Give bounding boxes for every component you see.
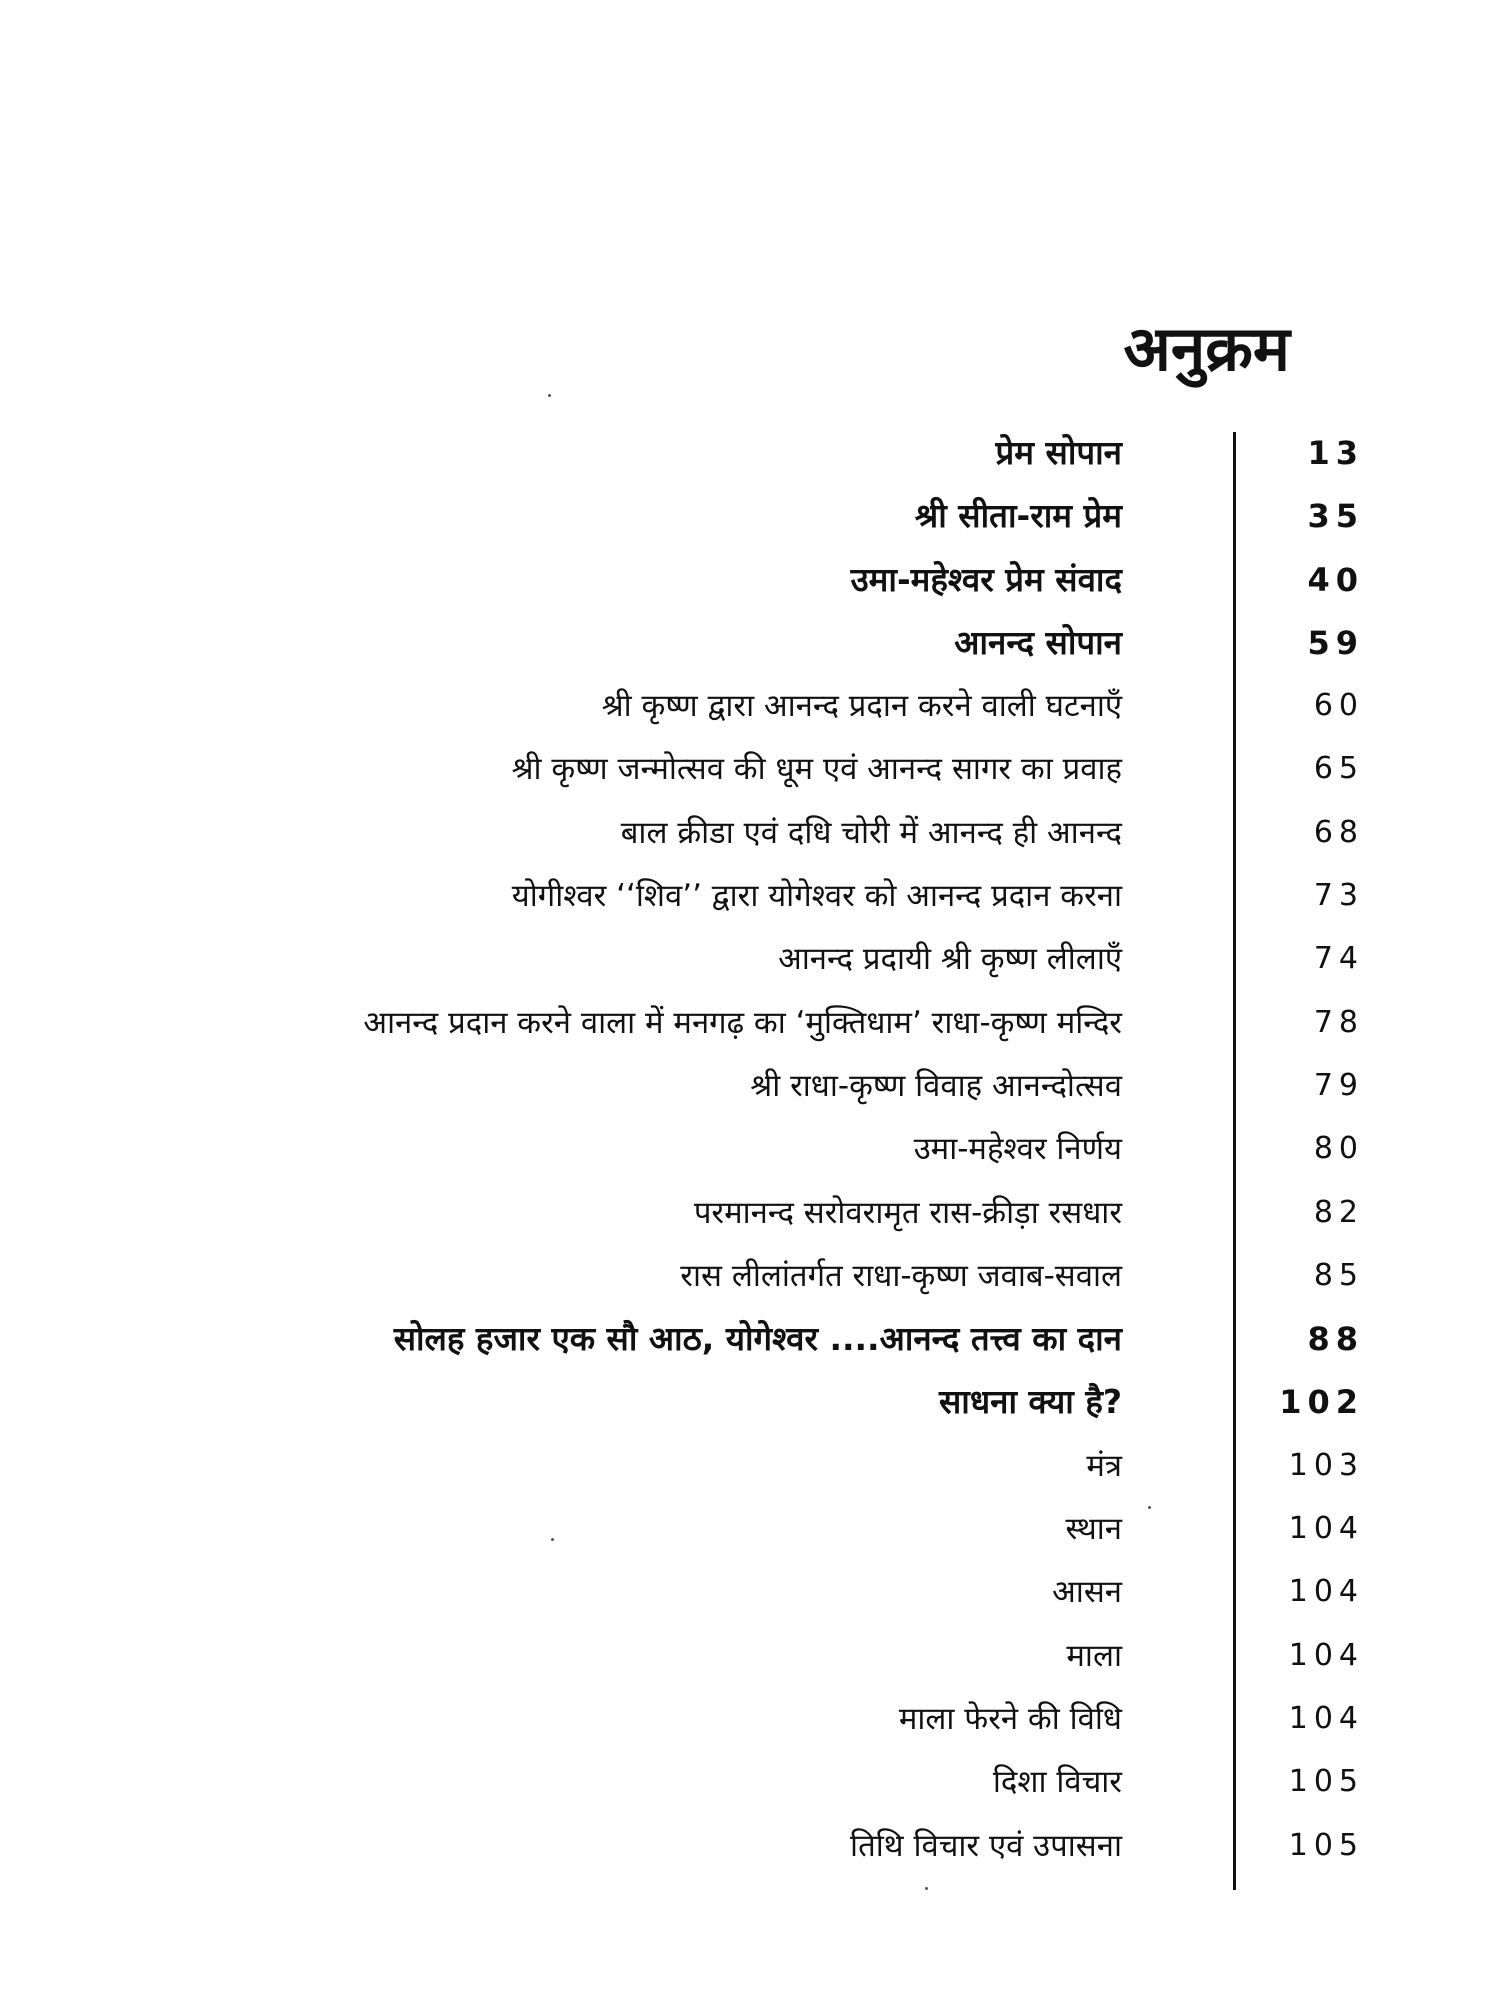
toc-entry	[0, 1123, 1500, 1186]
toc-entry-title: रास लीलांतर्गत राधा-कृष्ण जवाब-सवाल	[680, 1257, 1122, 1294]
toc-entry-title: मंत्र	[1086, 1447, 1122, 1484]
toc-entry	[0, 1820, 1500, 1883]
toc-entry-page-number: 104	[1288, 1574, 1364, 1610]
toc-entry-page-number: 65	[1313, 751, 1364, 787]
toc-entry-title: माला फेरने की विधि	[898, 1700, 1122, 1737]
toc-entry-page-number: 13	[1307, 434, 1364, 472]
toc-entry	[0, 617, 1500, 680]
toc-entry	[0, 1250, 1500, 1313]
toc-entry	[0, 427, 1500, 490]
toc-entry	[0, 1187, 1500, 1250]
toc-entry-title: स्थान	[1065, 1511, 1122, 1548]
toc-entry	[0, 743, 1500, 806]
toc-entry-page-number: 105	[1288, 1827, 1364, 1863]
toc-entry-page-number: 102	[1279, 1383, 1364, 1422]
toc-entry-title: तिथि विचार एवं उपासना	[850, 1827, 1122, 1864]
toc-entry	[0, 933, 1500, 996]
toc-entry-title: दिशा विचार	[992, 1764, 1122, 1801]
page-title: अनुक्रम	[1123, 312, 1290, 385]
toc-entry-page-number: 68	[1313, 814, 1364, 850]
toc-entry-page-number: 85	[1313, 1257, 1364, 1293]
toc-entry	[0, 997, 1500, 1060]
toc-entry-page-number: 78	[1313, 1004, 1364, 1040]
toc-entry	[0, 490, 1500, 553]
scan-speck	[925, 1887, 928, 1890]
toc-entry-page-number: 40	[1307, 560, 1364, 599]
toc-entry-title: माला	[1066, 1637, 1122, 1674]
toc-entry-title: आनन्द प्रदान करने वाला में मनगढ़ का ‘मुक्तिधाम’ राधा-कृष्ण मन्दिर	[363, 1004, 1122, 1041]
toc-entry-page-number: 104	[1288, 1511, 1364, 1547]
toc-entry-page-number: 35	[1307, 497, 1364, 536]
toc-entry	[0, 1313, 1500, 1376]
table-of-contents	[0, 427, 1500, 1883]
toc-entry	[0, 1566, 1500, 1629]
toc-entry	[0, 1503, 1500, 1566]
toc-entry-page-number: 73	[1313, 878, 1364, 914]
toc-entry-title: आनन्द प्रदायी श्री कृष्ण लीलाएँ	[778, 941, 1122, 978]
scan-speck	[548, 394, 551, 397]
scan-speck	[551, 1538, 554, 1541]
toc-entry	[0, 680, 1500, 743]
toc-entry-page-number: 59	[1307, 623, 1364, 662]
toc-entry-page-number: 80	[1313, 1131, 1364, 1167]
toc-entry-page-number: 82	[1313, 1194, 1364, 1230]
toc-entry-page-number: 60	[1313, 688, 1364, 724]
toc-entry-title: श्री सीता-राम प्रेम	[914, 496, 1122, 536]
toc-entry-page-number: 103	[1288, 1447, 1364, 1483]
toc-entry-page-number: 105	[1288, 1764, 1364, 1800]
toc-entry-page-number: 79	[1313, 1067, 1364, 1103]
toc-entry	[0, 554, 1500, 617]
toc-entry-title: योगीश्वर ‘‘शिव’’ द्वारा योगेश्वर को आनन्द प्रदान करना	[511, 878, 1122, 915]
toc-entry-title: उमा-महेश्वर निर्णय	[913, 1131, 1122, 1168]
scan-speck	[1148, 1506, 1151, 1509]
toc-entry-title: उमा-महेश्वर प्रेम संवाद	[850, 559, 1122, 599]
toc-entry-page-number: 104	[1288, 1700, 1364, 1736]
toc-entry-title: बाल क्रीडा एवं दधि चोरी में आनन्द ही आनन्द	[620, 814, 1122, 851]
toc-entry	[0, 1060, 1500, 1123]
toc-entry-title: आसन	[1052, 1574, 1122, 1611]
toc-entry-title: साधना क्या है?	[939, 1382, 1122, 1422]
toc-entry-title: श्री कृष्ण द्वारा आनन्द प्रदान करने वाली घटनाएँ	[601, 688, 1122, 725]
toc-entry-title: श्री राधा-कृष्ण विवाह आनन्दोत्सव	[750, 1067, 1122, 1104]
toc-entry	[0, 1376, 1500, 1439]
toc-entry-title: सोलह हजार एक सौ आठ, योगेश्वर ....आनन्द तत्त्व का दान	[393, 1319, 1122, 1359]
toc-entry-title: श्री कृष्ण जन्मोत्सव की धूम एवं आनन्द सागर का प्रवाह	[511, 751, 1122, 788]
toc-entry	[0, 1756, 1500, 1819]
toc-entry-title: आनन्द सोपान	[954, 622, 1122, 662]
toc-entry-title: परमानन्द सरोवरामृत रास-क्रीड़ा रसधार	[693, 1194, 1122, 1231]
toc-entry-title: प्रेम सोपान	[995, 433, 1122, 472]
toc-entry	[0, 1630, 1500, 1693]
toc-entry-page-number: 104	[1288, 1637, 1364, 1673]
toc-entry	[0, 1693, 1500, 1756]
toc-entry	[0, 1440, 1500, 1503]
toc-entry-page-number: 74	[1313, 941, 1364, 977]
toc-entry-page-number: 88	[1307, 1320, 1364, 1359]
toc-entry	[0, 870, 1500, 933]
toc-entry	[0, 807, 1500, 870]
